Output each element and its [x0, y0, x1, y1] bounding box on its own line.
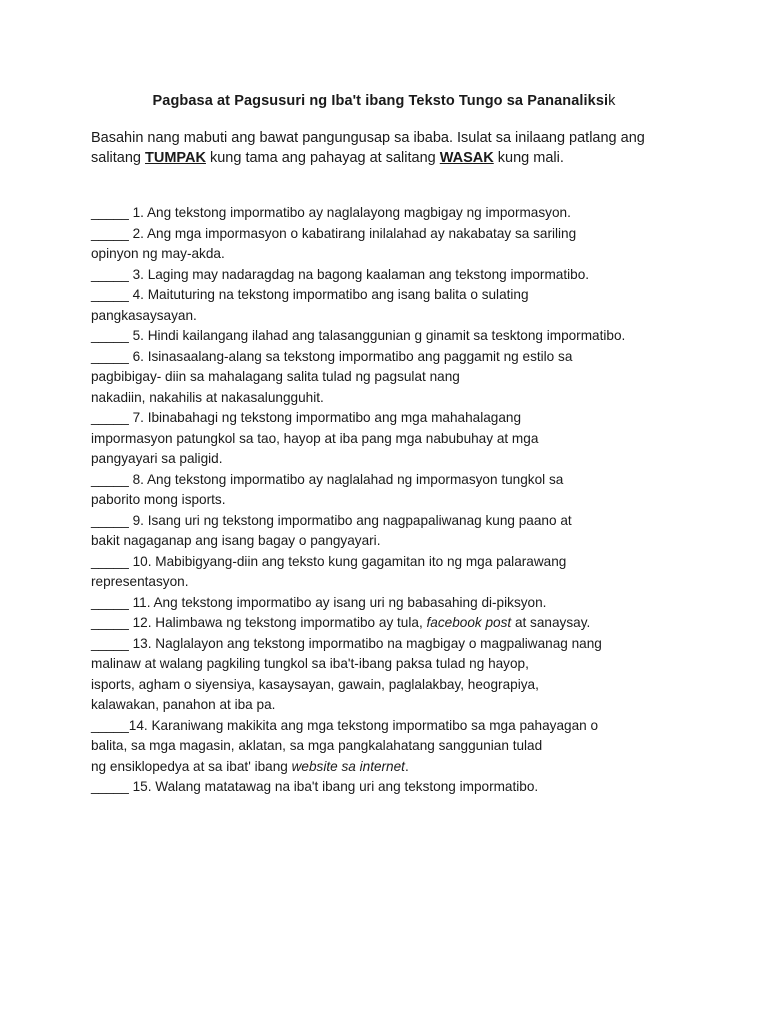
question-line [91, 367, 691, 388]
question-text: bakit nagaganap ang isang bagay o pangyayari. [91, 533, 381, 548]
question-line [91, 224, 691, 245]
question-line [91, 757, 691, 778]
question-line [91, 285, 691, 306]
keyword-wasak: WASAK [439, 150, 494, 166]
question-text: _____ 13. Naglalayon ang tekstong impormatibo na magbigay o magpaliwanag nang [91, 635, 602, 651]
question-line [91, 388, 691, 409]
question-line [91, 777, 691, 798]
question-item [91, 285, 691, 326]
question-line [91, 429, 691, 450]
question-line [91, 347, 691, 368]
keyword-tumpak: TUMPAK [145, 150, 206, 166]
question-item [91, 347, 691, 409]
question-text: _____ 8. Ang tekstong impormatibo ay naglalahad ng impormasyon tungkol sa [91, 471, 564, 487]
question-text: isports, agham o siyensiya, kasaysayan, gawain, paglalakbay, heograpiya, [91, 676, 539, 692]
question-text: _____ 2. Ang mga impormasyon o kabatirang inilalahad ay nakabatay sa sariling [91, 225, 577, 241]
question-text: balita, sa mga magasin, aklatan, sa mga pangkalahatang sanggunian tulad [91, 738, 543, 753]
question-text: pangkasaysayan. [91, 307, 197, 323]
question-text-after: . [404, 758, 409, 774]
question-item [91, 408, 691, 470]
question-item [91, 593, 691, 614]
question-item [91, 326, 691, 347]
question-line [91, 613, 691, 634]
title-tail: k [608, 93, 616, 109]
instructions-pre: salitang [91, 150, 146, 166]
question-text: impormasyon patungkol sa tao, hayop at iba pang mga nabubuhay at mga [91, 430, 539, 446]
question-line [91, 306, 691, 327]
instructions-post: kung mali. [493, 150, 564, 166]
question-line [91, 572, 691, 593]
title-main: Pagbasa at Pagsusuri ng Iba't ibang Teksto Tungo sa Pananaliksi [152, 93, 609, 109]
question-line [91, 552, 691, 573]
question-line [91, 695, 691, 716]
question-line [91, 490, 691, 511]
instructions-line1: Basahin nang mabuti ang bawat pangungusap sa ibaba. Isulat sa inilaang patlang ang [91, 130, 645, 146]
question-item [91, 634, 691, 716]
question-line [91, 203, 691, 224]
question-text: _____ 15. Walang matatawag na iba't ibang uri ang tekstong impormatibo. [91, 779, 539, 794]
question-line [91, 531, 691, 552]
question-text: representasyon. [91, 574, 189, 589]
question-line [91, 470, 691, 491]
question-text: kalawakan, panahon at iba pa. [91, 697, 276, 712]
question-item [91, 470, 691, 511]
question-line [91, 716, 691, 737]
question-text: _____ 12. Halimbawa ng tekstong impormatibo ay tula, [91, 615, 427, 630]
question-line [91, 675, 691, 696]
instructions-mid: kung tama ang pahayag at salitang [205, 150, 440, 166]
question-item [91, 203, 691, 224]
question-text: pangyayari sa paligid. [91, 451, 223, 466]
question-item [91, 777, 691, 798]
question-line [91, 265, 691, 286]
question-item [91, 511, 691, 552]
question-text: _____ 5. Hindi kailangang ilahad ang talasanggunian g ginamit sa tesktong impormatibo. [91, 328, 626, 343]
question-item [91, 265, 691, 286]
question-item [91, 613, 691, 634]
question-item [91, 552, 691, 593]
question-line [91, 449, 691, 470]
question-line [91, 654, 691, 675]
question-text: pagbibigay- diin sa mahalagang salita tulad ng pagsulat nang [91, 369, 460, 384]
question-line [91, 593, 691, 614]
question-text: _____ 11. Ang tekstong impormatibo ay isang uri ng babasahing di-piksyon. [91, 594, 547, 610]
question-line [91, 408, 691, 429]
italic-term: facebook post [426, 615, 512, 630]
question-text: _____ 3. Laging may nadaragdag na bagong kaalaman ang tekstong impormatibo. [91, 266, 590, 282]
question-text: nakadiin, nakahilis at nakasalungguhit. [91, 389, 324, 405]
question-line [91, 326, 691, 347]
question-text: paborito mong isports. [91, 492, 226, 507]
question-line [91, 244, 691, 265]
question-text: _____ 10. Mabibigyang-diin ang teksto kung gagamitan ito ng mga palarawang [91, 553, 567, 569]
question-line [91, 511, 691, 532]
question-text: _____ 1. Ang tekstong impormatibo ay naglalayong magbigay ng impormasyon. [91, 205, 571, 220]
question-text: _____ 4. Maituturing na tekstong impormatibo ang isang balita o sulating [91, 287, 529, 302]
question-item [91, 716, 691, 778]
question-line [91, 634, 691, 655]
question-text: _____14. Karaniwang makikita ang mga tekstong impormatibo sa mga pahayagan o [91, 717, 599, 733]
italic-term: website sa internet [291, 758, 405, 774]
question-list [91, 203, 691, 798]
question-text: opinyon ng may-akda. [91, 246, 225, 261]
instructions [91, 128, 691, 168]
question-text: _____ 9. Isang uri ng tekstong impormatibo ang nagpapaliwanag kung paano at [91, 512, 572, 528]
question-text: _____ 7. Ibinabahagi ng tekstong impormatibo ang mga mahahalagang [91, 410, 522, 425]
question-text: ng ensiklopedya at sa ibat' ibang [91, 758, 292, 774]
question-text: malinaw at walang pagkiling tungkol sa iba't-ibang paksa tulad ng hayop, [91, 656, 529, 671]
question-text: _____ 6. Isinasaalang-alang sa tekstong impormatibo ang paggamit ng estilo sa [91, 348, 573, 364]
question-text-after: at sanaysay. [511, 615, 591, 630]
document-title [0, 93, 768, 109]
question-item [91, 224, 691, 265]
question-line [91, 736, 691, 757]
